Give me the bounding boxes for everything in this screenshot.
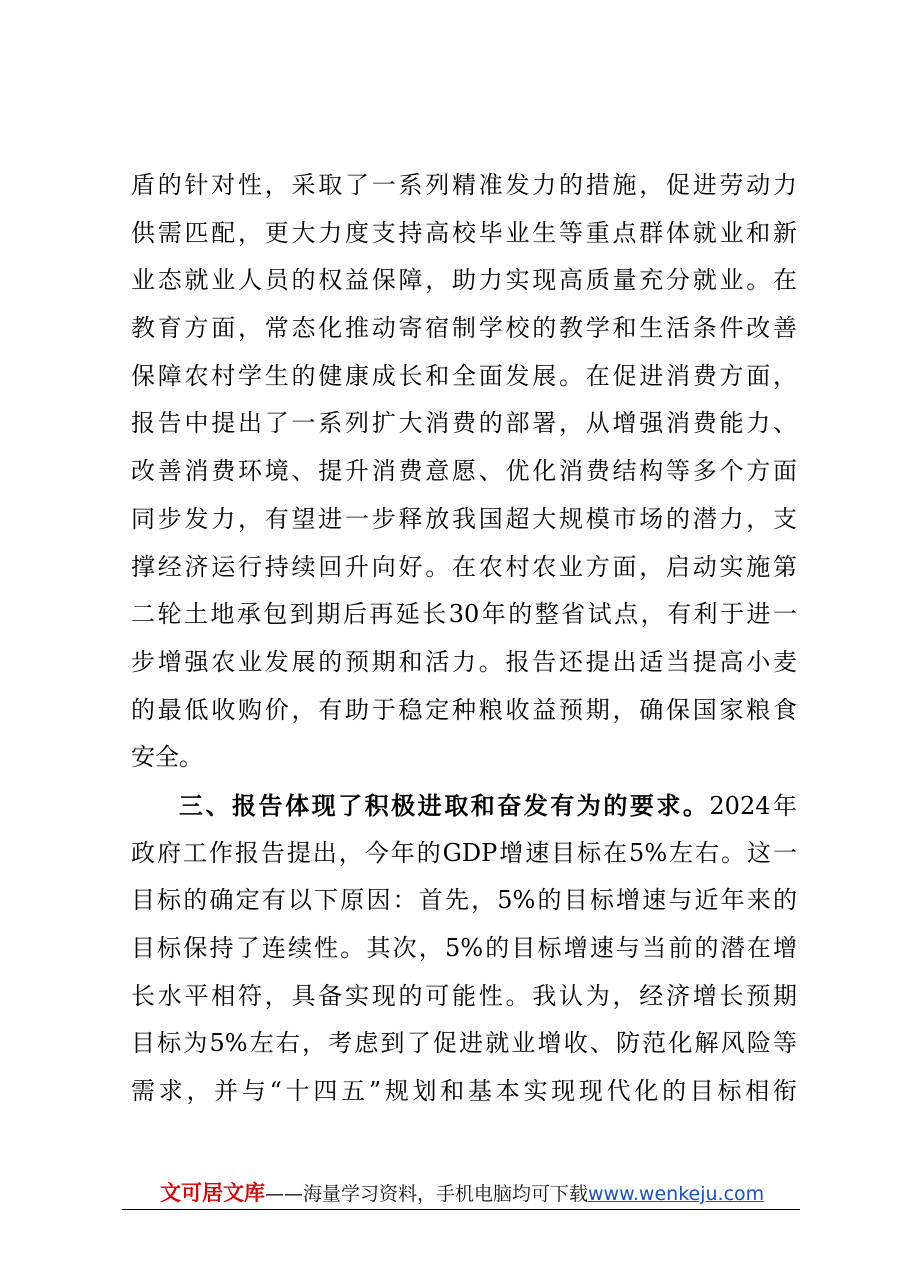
- footer-slogan: ——海量学习资料，手机电脑均可下载: [265, 1183, 589, 1205]
- section-heading-line: [131, 782, 797, 830]
- paragraph-line: 教育方面，常态化推动寄宿制学校的教学和生活条件改善: [131, 314, 797, 343]
- paragraph-line: 安全。: [131, 743, 203, 772]
- body-text: [131, 162, 797, 1116]
- footer-divider: [122, 1209, 800, 1210]
- paragraph-line: 供需匹配，更大力度支持高校毕业生等重点群体就业和新: [131, 218, 797, 247]
- page-footer: [122, 1176, 800, 1210]
- paragraph-line: 二轮土地承包到期后再延长30年的整省试点，有利于进一: [131, 600, 797, 629]
- paragraph-line: 业态就业人员的权益保障，助力实现高质量充分就业。在: [131, 266, 797, 295]
- footer-brand: 文可居文库: [160, 1181, 265, 1205]
- paragraph-line: 撑经济运行持续回升向好。在农村农业方面，启动实施第: [131, 552, 797, 581]
- paragraph-line: 政府工作报告提出，今年的GDP增速目标在5%左右。这一: [131, 838, 797, 867]
- paragraph-line: 的最低收购价，有助于稳定种粮收益预期，确保国家粮食: [131, 695, 797, 724]
- paragraph-line: 需求，并与“十四五”规划和基本实现现代化的目标相衔: [131, 1077, 797, 1106]
- paragraph-line: 目标的确定有以下原因：首先，5%的目标增速与近年来的: [131, 886, 797, 915]
- paragraph-line: 步增强农业发展的预期和活力。报告还提出适当提高小麦: [131, 647, 797, 676]
- paragraph-line: 报告中提出了一系列扩大消费的部署，从增强消费能力、: [131, 409, 797, 438]
- paragraph-line: 长水平相符，具备实现的可能性。我认为，经济增长预期: [131, 981, 797, 1010]
- heading-tail: 2024年: [709, 791, 798, 820]
- paragraph-line: 目标为5%左右，考虑到了促进就业增收、防范化解风险等: [131, 1029, 797, 1058]
- paragraph-line: 盾的针对性，采取了一系列精准发力的措施，促进劳动力: [131, 171, 797, 199]
- paragraph-line: 同步发力，有望进一步释放我国超大规模市场的潜力，支: [131, 504, 797, 533]
- footer-text: [160, 1176, 764, 1211]
- footer-site-link[interactable]: www.wenkeju.com: [588, 1183, 765, 1205]
- paragraph-line: 改善消费环境、提升消费意愿、优化消费结构等多个方面: [131, 457, 797, 486]
- section-heading: 三、报告体现了积极进取和奋发有为的要求。: [179, 790, 710, 820]
- paragraph-line: 目标保持了连续性。其次，5%的目标增速与当前的潜在增: [131, 934, 797, 962]
- paragraph-line: 保障农村学生的健康成长和全面发展。在促进消费方面，: [131, 361, 797, 390]
